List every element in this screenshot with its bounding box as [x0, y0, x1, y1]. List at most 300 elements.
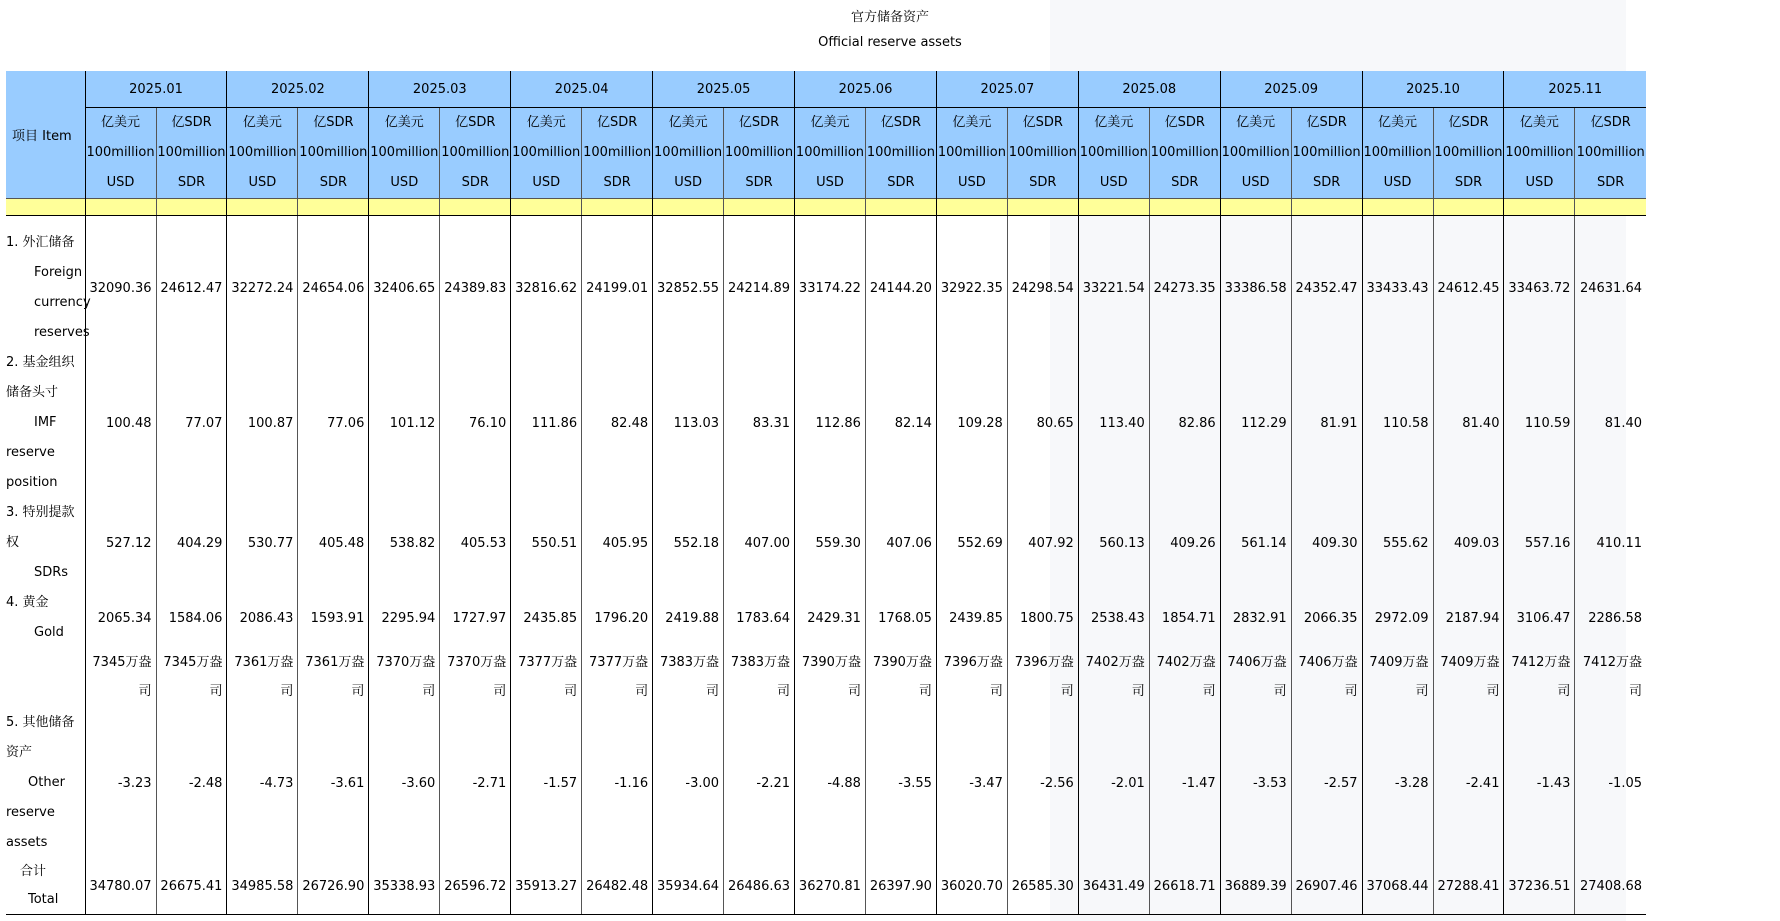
unit-header-sdr: 亿SDR — [156, 108, 227, 139]
cell-other-usd: -2.01 — [1078, 708, 1149, 858]
cell-sdr-sdr: 404.29 — [156, 498, 227, 588]
row-label-line: 5. 其他储备 — [6, 715, 75, 730]
cell-total-usd: 35934.64 — [653, 858, 724, 915]
cell-fx-sdr: 24273.35 — [1149, 228, 1220, 348]
gold-weight-text: 7409万盎 — [1369, 655, 1429, 670]
item-column-header: 项目 Item — [6, 71, 85, 199]
cell-gold-usd: 2832.91 — [1220, 588, 1291, 648]
page-title-zh: 官方储备资产 — [850, 10, 929, 25]
gold-weight-text: 司 — [1415, 684, 1429, 699]
unit-header-sdr: SDR — [582, 168, 653, 199]
unit-header-sdr: SDR — [156, 168, 227, 199]
unit-header-sdr: 100million — [156, 138, 227, 168]
cell-fx-usd: 32852.55 — [653, 228, 724, 348]
cell-gold-weight — [1078, 648, 1149, 708]
cell-other-sdr: -2.21 — [724, 708, 795, 858]
cell-imf-sdr: 82.48 — [582, 348, 653, 498]
cell-gold-sdr: 1768.05 — [865, 588, 936, 648]
unit-header-sdr: 100million — [440, 138, 511, 168]
cell-other-sdr: -1.47 — [1149, 708, 1220, 858]
cell-imf-sdr: 82.86 — [1149, 348, 1220, 498]
cell-sdr-sdr: 407.92 — [1007, 498, 1078, 588]
unit-header-sdr: 亿SDR — [1291, 108, 1362, 139]
unit-header-usd: USD — [1220, 168, 1291, 199]
unit-header-usd: 100million — [511, 138, 582, 168]
cell-gold-weight — [582, 648, 653, 708]
cell-imf-usd: 110.58 — [1362, 348, 1433, 498]
cell-total-usd: 37068.44 — [1362, 858, 1433, 915]
cell-sdr-usd: 555.62 — [1362, 498, 1433, 588]
unit-header-usd: 亿美元 — [227, 108, 298, 139]
cell-other-sdr: -1.05 — [1575, 708, 1646, 858]
cell-fx-usd: 33221.54 — [1078, 228, 1149, 348]
gold-weight-text: 7370万盎 — [447, 655, 507, 670]
cell-sdr-usd: 550.51 — [511, 498, 582, 588]
unit-header-sdr: 亿SDR — [1575, 108, 1646, 139]
cell-fx-usd: 32090.36 — [85, 228, 156, 348]
gold-weight-text: 司 — [1131, 684, 1145, 699]
cell-gold-weight — [85, 648, 156, 708]
unit-header-usd: USD — [511, 168, 582, 199]
cell-gold-weight — [1291, 648, 1362, 708]
cell-imf-usd: 109.28 — [936, 348, 1007, 498]
cell-gold-sdr: 1800.75 — [1007, 588, 1078, 648]
unit-header-usd: 亿美元 — [1220, 108, 1291, 139]
cell-other-sdr: -2.41 — [1433, 708, 1504, 858]
unit-header-usd: USD — [1078, 168, 1149, 199]
cell-total-usd: 35338.93 — [369, 858, 440, 915]
unit-header-usd: 100million — [85, 138, 156, 168]
gold-weight-text: 7406万盎 — [1298, 655, 1358, 670]
month-header: 2025.06 — [795, 71, 937, 108]
cell-gold-sdr: 1796.20 — [582, 588, 653, 648]
row-label-fx — [6, 228, 91, 348]
unit-header-usd: 100million — [227, 138, 298, 168]
cell-sdr-usd: 559.30 — [795, 498, 866, 588]
cell-sdr-sdr: 410.11 — [1575, 498, 1646, 588]
unit-header-usd: USD — [1362, 168, 1433, 199]
cell-other-usd: -3.23 — [85, 708, 156, 858]
gold-weight-text: 司 — [564, 684, 578, 699]
unit-header-usd: USD — [227, 168, 298, 199]
cell-fx-usd: 33463.72 — [1504, 228, 1575, 348]
cell-total-sdr: 26726.90 — [298, 858, 369, 915]
cell-gold-weight — [156, 648, 227, 708]
unit-header-sdr: 100million — [1149, 138, 1220, 168]
cell-fx-sdr: 24298.54 — [1007, 228, 1078, 348]
cell-fx-sdr: 24389.83 — [440, 228, 511, 348]
cell-imf-sdr: 81.91 — [1291, 348, 1362, 498]
gold-weight-text: 司 — [847, 684, 861, 699]
gold-weight-text: 7402万盎 — [1156, 655, 1216, 670]
gold-weight-text: 司 — [635, 684, 649, 699]
row-label-line: 储备头寸 — [6, 385, 59, 400]
cell-gold-weight — [1220, 648, 1291, 708]
row-label-line: reserves — [34, 325, 90, 340]
cell-fx-sdr: 24144.20 — [865, 228, 936, 348]
cell-imf-sdr: 83.31 — [724, 348, 795, 498]
gold-weight-text: 7361万盎 — [234, 655, 294, 670]
cell-total-usd: 34780.07 — [85, 858, 156, 915]
cell-gold-weight — [724, 648, 795, 708]
month-header: 2025.04 — [511, 71, 653, 108]
cell-imf-usd: 100.48 — [85, 348, 156, 498]
cell-total-sdr: 26618.71 — [1149, 858, 1220, 915]
cell-imf-sdr: 77.06 — [298, 348, 369, 498]
cell-sdr-sdr: 409.03 — [1433, 498, 1504, 588]
gold-weight-text: 司 — [1273, 684, 1287, 699]
gold-weight-text: 7412万盎 — [1511, 655, 1571, 670]
cell-sdr-sdr: 405.95 — [582, 498, 653, 588]
gold-weight-text: 司 — [989, 684, 1003, 699]
unit-header-sdr: 亿SDR — [724, 108, 795, 139]
row-label-line: assets — [6, 835, 48, 850]
unit-header-usd: 亿美元 — [369, 108, 440, 139]
cell-other-usd: -3.53 — [1220, 708, 1291, 858]
cell-gold-sdr: 1593.91 — [298, 588, 369, 648]
gold-weight-text: 司 — [1344, 684, 1358, 699]
unit-header-usd: USD — [369, 168, 440, 199]
gold-weight-text: 司 — [493, 684, 507, 699]
gold-weight-text: 司 — [1486, 684, 1500, 699]
cell-other-sdr: -3.61 — [298, 708, 369, 858]
cell-fx-sdr: 24654.06 — [298, 228, 369, 348]
unit-header-usd: 亿美元 — [795, 108, 866, 139]
unit-header-usd: 100million — [1078, 138, 1149, 168]
cell-sdr-sdr: 405.53 — [440, 498, 511, 588]
cell-sdr-sdr: 409.30 — [1291, 498, 1362, 588]
cell-sdr-sdr: 407.00 — [724, 498, 795, 588]
month-header: 2025.02 — [227, 71, 369, 108]
table-row-imf — [6, 348, 1646, 498]
unit-header-sdr: 100million — [724, 138, 795, 168]
cell-imf-usd: 111.86 — [511, 348, 582, 498]
cell-sdr-sdr: 407.06 — [865, 498, 936, 588]
row-label-other — [6, 708, 85, 858]
unit-header-usd: 亿美元 — [936, 108, 1007, 139]
cell-gold-sdr: 2187.94 — [1433, 588, 1504, 648]
row-label-line: reserve — [6, 445, 55, 460]
gold-weight-text: 7396万盎 — [943, 655, 1003, 670]
unit-header-sdr: 亿SDR — [865, 108, 936, 139]
cell-gold-usd: 2419.88 — [653, 588, 724, 648]
cell-fx-usd: 32816.62 — [511, 228, 582, 348]
cell-total-sdr: 27288.41 — [1433, 858, 1504, 915]
unit-header-usd: 100million — [795, 138, 866, 168]
reserve-assets-table — [6, 71, 1646, 915]
gold-weight-text: 7377万盎 — [589, 655, 649, 670]
unit-header-sdr: SDR — [865, 168, 936, 199]
unit-header-usd: 亿美元 — [653, 108, 724, 139]
cell-sdr-usd: 552.69 — [936, 498, 1007, 588]
unit-header-usd: 亿美元 — [85, 108, 156, 139]
unit-header-sdr: SDR — [298, 168, 369, 199]
gold-weight-text: 司 — [1557, 684, 1571, 699]
cell-imf-sdr: 82.14 — [865, 348, 936, 498]
cell-fx-sdr: 24612.47 — [156, 228, 227, 348]
cell-sdr-usd: 560.13 — [1078, 498, 1149, 588]
month-header: 2025.07 — [936, 71, 1078, 108]
cell-total-sdr: 26486.63 — [724, 858, 795, 915]
cell-fx-usd: 32406.65 — [369, 228, 440, 348]
table-row-other — [6, 708, 1646, 858]
cell-gold-weight — [298, 648, 369, 708]
cell-fx-usd: 33174.22 — [795, 228, 866, 348]
cell-gold-weight — [1504, 648, 1575, 708]
cell-sdr-sdr: 405.48 — [298, 498, 369, 588]
cell-gold-usd: 2972.09 — [1362, 588, 1433, 648]
cell-other-usd: -3.00 — [653, 708, 724, 858]
unit-header-sdr: SDR — [1149, 168, 1220, 199]
cell-imf-usd: 100.87 — [227, 348, 298, 498]
cell-imf-sdr: 81.40 — [1433, 348, 1504, 498]
gold-weight-text: 7396万盎 — [1014, 655, 1074, 670]
cell-imf-usd: 113.03 — [653, 348, 724, 498]
unit-header-usd: 亿美元 — [1504, 108, 1575, 139]
cell-gold-weight — [653, 648, 724, 708]
cell-other-sdr: -1.16 — [582, 708, 653, 858]
cell-gold-weight — [865, 648, 936, 708]
cell-other-usd: -3.60 — [369, 708, 440, 858]
reserve-table-container — [6, 71, 1645, 915]
cell-imf-usd: 113.40 — [1078, 348, 1149, 498]
unit-header-sdr: SDR — [1575, 168, 1646, 199]
unit-header-usd: USD — [653, 168, 724, 199]
cell-gold-weight — [795, 648, 866, 708]
cell-gold-weight — [511, 648, 582, 708]
cell-gold-sdr: 1783.64 — [724, 588, 795, 648]
cell-total-usd: 36431.49 — [1078, 858, 1149, 915]
gold-weight-text: 司 — [1202, 684, 1216, 699]
cell-total-usd: 34985.58 — [227, 858, 298, 915]
cell-fx-usd: 33386.58 — [1220, 228, 1291, 348]
gold-weight-text: 7412万盎 — [1582, 655, 1642, 670]
gold-weight-text: 7383万盎 — [730, 655, 791, 670]
table-row-fx — [6, 228, 1646, 348]
cell-total-usd: 37236.51 — [1504, 858, 1575, 915]
unit-header-sdr: SDR — [1433, 168, 1504, 199]
row-label-line: Foreign — [34, 265, 83, 280]
unit-header-sdr: 100million — [1433, 138, 1504, 168]
unit-header-usd: 100million — [653, 138, 724, 168]
unit-header-sdr: SDR — [440, 168, 511, 199]
gold-weight-text: 司 — [351, 684, 365, 699]
unit-header-usd: 100million — [1504, 138, 1575, 168]
unit-header-usd: 100million — [1362, 138, 1433, 168]
unit-header-usd: 亿美元 — [1362, 108, 1433, 139]
cell-gold-usd: 2086.43 — [227, 588, 298, 648]
row-label-imf — [6, 348, 85, 498]
cell-gold-usd: 2429.31 — [795, 588, 866, 648]
table-row-gold-weight — [6, 648, 1646, 708]
cell-other-usd: -1.43 — [1504, 708, 1575, 858]
cell-other-usd: -3.47 — [936, 708, 1007, 858]
cell-gold-weight — [1007, 648, 1078, 708]
cell-gold-weight — [369, 648, 440, 708]
cell-gold-weight — [227, 648, 298, 708]
cell-gold-weight — [440, 648, 511, 708]
cell-gold-sdr: 1727.97 — [440, 588, 511, 648]
row-label-line: currency — [34, 295, 91, 310]
cell-fx-usd: 32922.35 — [936, 228, 1007, 348]
unit-header-usd: 100million — [1220, 138, 1291, 168]
row-label-line: 资产 — [6, 745, 33, 760]
month-header: 2025.10 — [1362, 71, 1504, 108]
gold-weight-text: 7361万盎 — [305, 655, 365, 670]
cell-other-sdr: -2.71 — [440, 708, 511, 858]
cell-gold-weight — [1362, 648, 1433, 708]
gold-weight-text: 司 — [918, 684, 932, 699]
cell-imf-usd: 112.86 — [795, 348, 866, 498]
cell-total-usd: 36270.81 — [795, 858, 866, 915]
gold-weight-text: 7345万盎 — [92, 655, 152, 670]
cell-total-sdr: 26585.30 — [1007, 858, 1078, 915]
cell-imf-usd: 101.12 — [369, 348, 440, 498]
cell-sdr-usd: 552.18 — [653, 498, 724, 588]
table-row-total — [6, 858, 1646, 915]
cell-imf-usd: 110.59 — [1504, 348, 1575, 498]
cell-gold-sdr: 2286.58 — [1575, 588, 1646, 648]
unit-header-usd: 亿美元 — [511, 108, 582, 139]
cell-other-sdr: -2.48 — [156, 708, 227, 858]
gold-weight-text: 7406万盎 — [1227, 655, 1287, 670]
cell-imf-sdr: 80.65 — [1007, 348, 1078, 498]
cell-total-sdr: 26482.48 — [582, 858, 653, 915]
row-label-line: SDRs — [34, 565, 69, 580]
unit-header-usd: USD — [85, 168, 156, 199]
gold-weight-text: 7370万盎 — [376, 655, 436, 670]
row-label-line: 1. 外汇储备 — [6, 235, 75, 250]
cell-other-usd: -4.73 — [227, 708, 298, 858]
cell-fx-sdr: 24352.47 — [1291, 228, 1362, 348]
month-header: 2025.11 — [1504, 71, 1646, 108]
gold-weight-text: 司 — [138, 684, 152, 699]
unit-header-sdr: 100million — [1007, 138, 1078, 168]
cell-other-usd: -4.88 — [795, 708, 866, 858]
unit-header-usd: USD — [936, 168, 1007, 199]
unit-header-sdr: 100million — [1291, 138, 1362, 168]
gold-weight-text: 司 — [1628, 684, 1642, 699]
gold-weight-text: 7390万盎 — [801, 655, 861, 670]
cell-fx-usd: 32272.24 — [227, 228, 298, 348]
unit-header-sdr: 亿SDR — [298, 108, 369, 139]
month-header: 2025.09 — [1220, 71, 1362, 108]
unit-header-usd: 亿美元 — [1078, 108, 1149, 139]
unit-header-sdr: 亿SDR — [440, 108, 511, 139]
gold-weight-text: 7409万盎 — [1440, 655, 1500, 670]
gold-weight-text: 7383万盎 — [659, 655, 720, 670]
cell-gold-weight — [1575, 648, 1646, 708]
row-label-total — [6, 858, 85, 915]
cell-total-sdr: 26397.90 — [865, 858, 936, 915]
month-header: 2025.08 — [1078, 71, 1220, 108]
cell-total-sdr: 26907.46 — [1291, 858, 1362, 915]
unit-header-sdr: 亿SDR — [1007, 108, 1078, 139]
cell-sdr-sdr: 409.26 — [1149, 498, 1220, 588]
unit-header-sdr: 100million — [298, 138, 369, 168]
unit-header-sdr: 100million — [865, 138, 936, 168]
gold-weight-text: 司 — [280, 684, 294, 699]
cell-total-usd: 36020.70 — [936, 858, 1007, 915]
header-divider-row — [6, 199, 1646, 216]
row-label-line: 3. 特别提款 — [6, 505, 75, 520]
cell-gold-weight — [1149, 648, 1220, 708]
row-label-gold — [6, 588, 85, 648]
unit-header-sdr: SDR — [1291, 168, 1362, 199]
cell-fx-sdr: 24214.89 — [724, 228, 795, 348]
gold-weight-text: 司 — [1060, 684, 1074, 699]
cell-gold-sdr: 1584.06 — [156, 588, 227, 648]
cell-fx-usd: 33433.43 — [1362, 228, 1433, 348]
row-label-line: 2. 基金组织 — [6, 355, 75, 370]
row-label-line: Gold — [34, 625, 64, 640]
unit-header-sdr: 100million — [582, 138, 653, 168]
cell-fx-sdr: 24199.01 — [582, 228, 653, 348]
cell-gold-sdr: 1854.71 — [1149, 588, 1220, 648]
cell-total-usd: 36889.39 — [1220, 858, 1291, 915]
row-label-line: 4. 黄金 — [6, 595, 49, 610]
table-row-sdr — [6, 498, 1646, 588]
unit-header-sdr: 亿SDR — [1149, 108, 1220, 139]
gold-weight-text: 司 — [209, 684, 223, 699]
unit-header-sdr: 100million — [1575, 138, 1646, 168]
cell-sdr-usd: 527.12 — [85, 498, 156, 588]
cell-sdr-usd: 557.16 — [1504, 498, 1575, 588]
gold-weight-text: 司 — [777, 684, 791, 699]
cell-other-sdr: -2.57 — [1291, 708, 1362, 858]
cell-imf-sdr: 81.40 — [1575, 348, 1646, 498]
page-title-en: Official reserve assets — [818, 35, 962, 50]
month-header: 2025.01 — [85, 71, 227, 108]
gold-weight-text: 7402万盎 — [1085, 655, 1145, 670]
cell-total-sdr: 27408.68 — [1575, 858, 1646, 915]
cell-gold-usd: 2435.85 — [511, 588, 582, 648]
cell-other-sdr: -2.56 — [1007, 708, 1078, 858]
cell-gold-usd: 3106.47 — [1504, 588, 1575, 648]
row-label-line: Total — [28, 892, 59, 907]
cell-imf-sdr: 77.07 — [156, 348, 227, 498]
month-header: 2025.05 — [653, 71, 795, 108]
unit-header-usd: USD — [1504, 168, 1575, 199]
cell-gold-weight — [936, 648, 1007, 708]
table-row-gold — [6, 588, 1646, 648]
unit-header-usd: USD — [795, 168, 866, 199]
gold-weight-text: 7390万盎 — [872, 655, 932, 670]
row-label-line: 合计 — [20, 864, 47, 879]
cell-imf-usd: 112.29 — [1220, 348, 1291, 498]
cell-fx-sdr: 24631.64 — [1575, 228, 1646, 348]
unit-header-sdr: 亿SDR — [582, 108, 653, 139]
cell-total-sdr: 26596.72 — [440, 858, 511, 915]
cell-gold-weight — [1433, 648, 1504, 708]
row-label-line: IMF — [34, 415, 57, 430]
cell-imf-sdr: 76.10 — [440, 348, 511, 498]
month-header: 2025.03 — [369, 71, 511, 108]
cell-other-sdr: -3.55 — [865, 708, 936, 858]
cell-total-usd: 35913.27 — [511, 858, 582, 915]
gold-weight-text: 7345万盎 — [163, 655, 223, 670]
unit-header-usd: 100million — [369, 138, 440, 168]
row-label-line: reserve — [6, 805, 55, 820]
cell-sdr-usd: 561.14 — [1220, 498, 1291, 588]
row-label-line: Other — [28, 775, 65, 790]
gold-weight-text: 司 — [706, 684, 720, 699]
cell-sdr-usd: 530.77 — [227, 498, 298, 588]
unit-header-sdr: 亿SDR — [1433, 108, 1504, 139]
unit-header-sdr: SDR — [1007, 168, 1078, 199]
cell-other-usd: -3.28 — [1362, 708, 1433, 858]
cell-sdr-usd: 538.82 — [369, 498, 440, 588]
